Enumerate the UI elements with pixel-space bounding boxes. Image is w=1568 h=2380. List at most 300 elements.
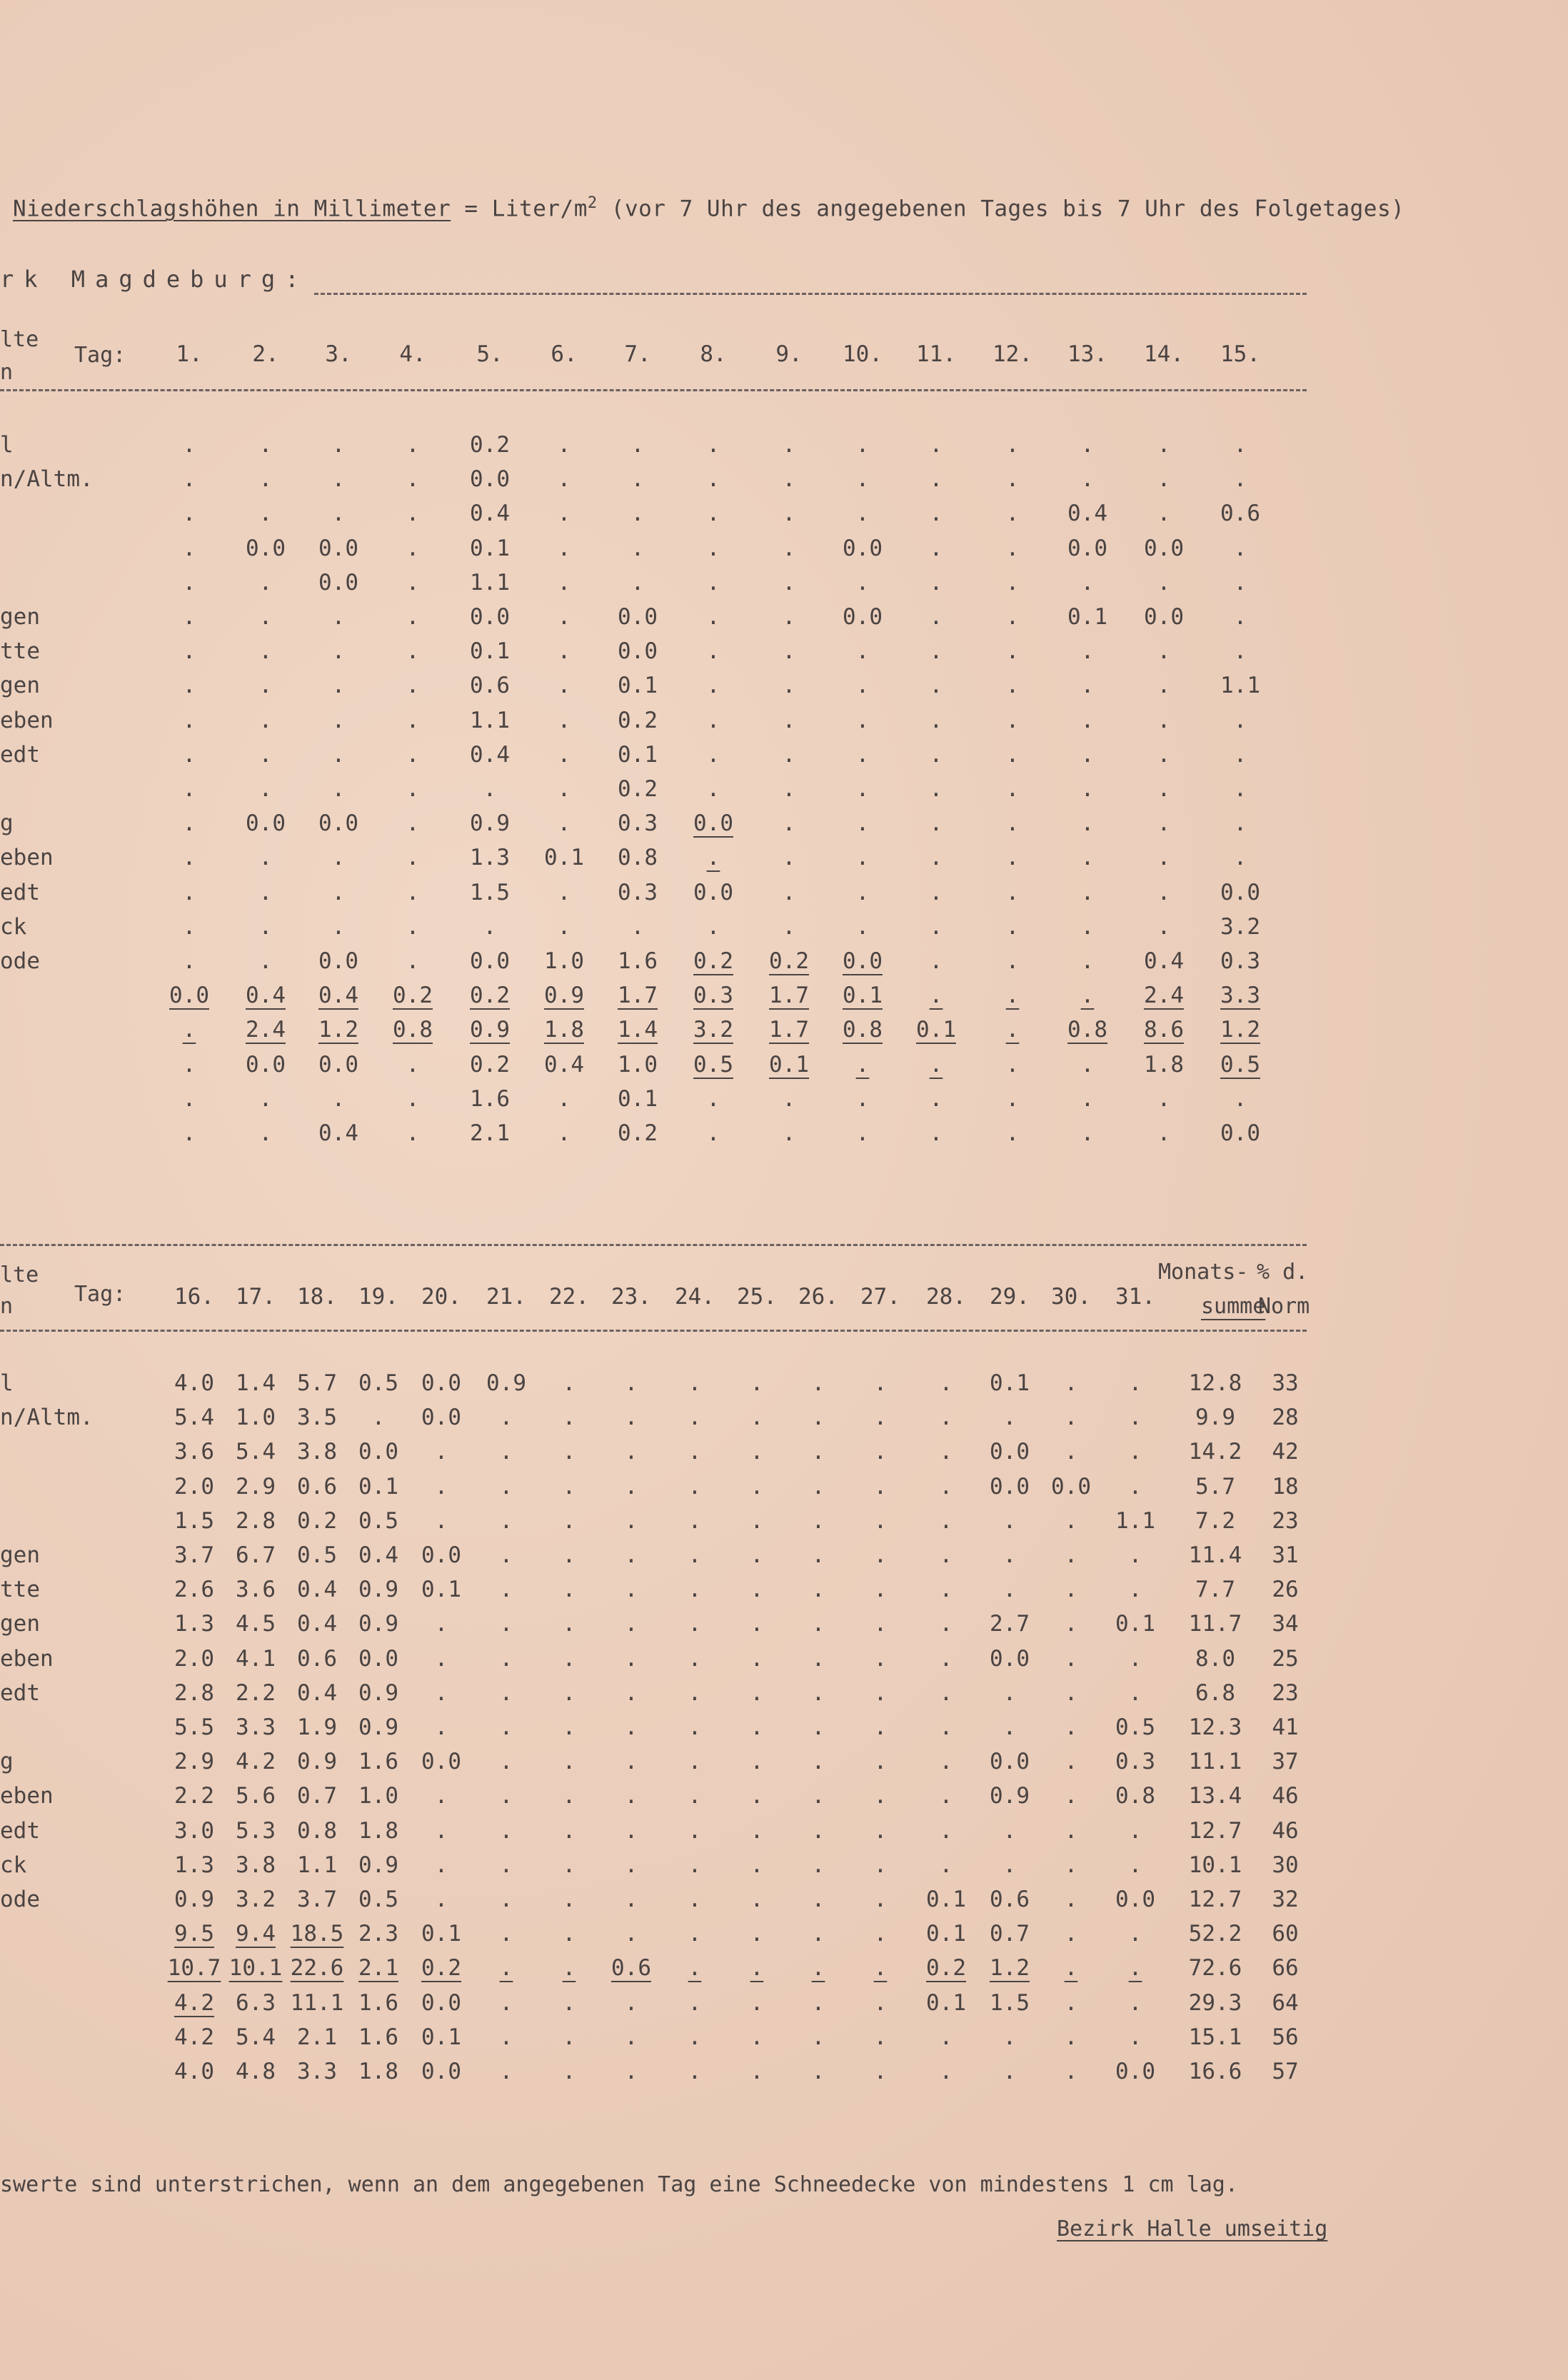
precip-value: . (782, 879, 796, 905)
precip-value: 0.1 (618, 1085, 658, 1112)
precip-value: . (855, 810, 870, 837)
col-label-bottom: n (0, 360, 14, 385)
precip-value: 2.8 (174, 1679, 214, 1706)
precip-value: 5.4 (236, 1439, 276, 1465)
station-name: edt (0, 1679, 40, 1706)
precip-value: . (929, 707, 943, 733)
precip-value: . (688, 1817, 702, 1844)
day-header: 27. (860, 1284, 900, 1310)
precip-value: 0.9 (358, 1714, 398, 1740)
precip-value: . (499, 1783, 513, 1809)
precip-value: . (1005, 535, 1020, 561)
precip-value: . (562, 1507, 576, 1534)
precip-value: . (1080, 569, 1095, 596)
precip-value: . (1064, 2024, 1078, 2050)
precip-value: 5.4 (174, 1405, 214, 1431)
precip-value: . (1005, 569, 1020, 596)
precip-value: . (499, 1989, 513, 2016)
table-row (0, 1882, 1568, 1917)
station-name: eben (0, 1783, 54, 1809)
precip-value: . (1002, 1507, 1017, 1534)
precip-value: . (873, 1783, 888, 1809)
precip-value: . (1233, 1085, 1247, 1112)
precip-value: 0.9 (358, 1852, 398, 1878)
precip-value: 4.0 (174, 1370, 214, 1396)
precip-value: . (182, 466, 196, 493)
precip-value: . (630, 466, 645, 493)
precip-value: 0.0 (618, 604, 658, 630)
precip-value: 0.4 (470, 741, 510, 768)
precip-value: . (688, 1921, 702, 1947)
precip-value: 1.1 (297, 1852, 337, 1878)
precip-value: 4.2 (174, 2024, 214, 2050)
precip-value: . (1128, 1405, 1142, 1431)
day-header: 8. (700, 341, 727, 367)
footnote: swerte sind unterstrichen, wenn an dem angegebenen Tag eine Schneedecke von mindestens 1 cm lag. (0, 2172, 1238, 2197)
precip-value: . (331, 501, 346, 527)
precip-value: 0.4 (544, 1051, 584, 1078)
percent-of-norm: 28 (1272, 1405, 1299, 1431)
precip-value: . (1157, 638, 1171, 665)
precip-value: 0.1 (470, 535, 510, 561)
station-name: gen (0, 673, 40, 699)
precip-value: 2.7 (990, 1611, 1030, 1637)
precip-value: . (750, 1887, 764, 1912)
precip-value: . (499, 1817, 513, 1844)
precip-value: . (688, 2059, 702, 2084)
precip-value: 0.6 (1220, 501, 1260, 527)
precip-value: 0.1 (926, 1921, 966, 1947)
table-row (0, 738, 1568, 772)
precip-value: . (624, 1611, 638, 1637)
precip-value: 0.5 (358, 1507, 398, 1534)
percent-of-norm: 31 (1272, 1542, 1299, 1568)
precip-value: . (1005, 776, 1020, 802)
precip-value: . (811, 1611, 825, 1637)
table-row (0, 1470, 1568, 1504)
precip-value: . (557, 1085, 571, 1112)
precip-value: 0.1 (544, 845, 584, 871)
precip-value: . (939, 1645, 953, 1672)
precip-value: . (1002, 1542, 1017, 1568)
precip-value: . (873, 1370, 888, 1396)
precip-value: 1.1 (470, 569, 510, 596)
precip-value: . (688, 1645, 702, 1672)
precip-value: 0.5 (358, 1370, 398, 1396)
precip-value: 2.6 (174, 1577, 214, 1603)
precip-value: . (557, 501, 571, 527)
precip-value: . (1157, 707, 1171, 733)
precip-value: 0.6 (611, 1955, 651, 1982)
percent-of-norm: 66 (1272, 1955, 1299, 1982)
station-name: n/Altm. (0, 466, 94, 493)
percent-of-norm: 30 (1272, 1852, 1299, 1878)
precip-value: 0.0 (318, 1051, 358, 1078)
precip-value: . (434, 1439, 448, 1465)
precip-value: . (624, 1577, 638, 1603)
precip-value: . (371, 1405, 386, 1431)
precip-value: . (873, 1817, 888, 1844)
precip-value: 2.4 (1144, 983, 1184, 1009)
precip-value: . (1128, 1817, 1142, 1844)
precip-value: . (624, 1887, 638, 1912)
precip-value: . (499, 1405, 513, 1431)
percent-of-norm: 26 (1272, 1577, 1299, 1603)
precip-value: . (1064, 1989, 1078, 2016)
table-row (0, 428, 1568, 462)
precip-value: . (499, 1887, 513, 1912)
station-name: l (0, 1370, 14, 1396)
precip-value: . (406, 638, 420, 665)
precip-value: . (929, 466, 943, 493)
precip-value: . (630, 432, 645, 458)
precip-value: 0.4 (318, 1120, 358, 1146)
precip-value: 2.9 (174, 1749, 214, 1775)
precip-value: . (750, 1507, 764, 1534)
precip-value: . (1064, 1783, 1078, 1809)
precip-value: . (939, 1370, 953, 1396)
precip-value: 3.3 (297, 2059, 337, 2084)
table-row (0, 600, 1568, 634)
precip-value: . (499, 1611, 513, 1637)
precip-value: 1.4 (236, 1370, 276, 1396)
precip-value: 10.7 (167, 1955, 221, 1982)
precip-value: . (1233, 569, 1247, 596)
precip-value: . (624, 2059, 638, 2084)
precip-value: . (1005, 1085, 1020, 1112)
precip-value: 11.1 (290, 1989, 344, 2016)
day-header: 14. (1144, 341, 1184, 367)
precip-value: . (406, 466, 420, 493)
precip-value: . (688, 1370, 702, 1396)
precip-value: 1.1 (470, 707, 510, 733)
precip-value: 0.8 (618, 845, 658, 871)
precip-value: . (688, 1887, 702, 1912)
precip-value: 10.1 (228, 1955, 283, 1982)
table-row (0, 1082, 1568, 1116)
precip-value: 2.0 (174, 1473, 214, 1500)
station-name: tte (0, 638, 40, 665)
precip-value: . (1233, 466, 1247, 493)
table-row (0, 1848, 1568, 1882)
precip-value: 0.5 (358, 1887, 398, 1912)
precip-value: 0.0 (618, 638, 658, 665)
precip-value: 0.1 (1115, 1611, 1155, 1637)
precip-value: . (873, 1405, 888, 1431)
precip-value: . (499, 1577, 513, 1603)
precip-value: . (855, 879, 870, 905)
precip-value: . (1064, 1439, 1078, 1465)
precip-value: 0.2 (470, 432, 510, 458)
sum-label-top: Monats- (1158, 1260, 1249, 1285)
precip-value: . (1002, 1405, 1017, 1431)
precip-value: . (557, 741, 571, 768)
precip-value: 0.0 (1115, 2059, 1155, 2084)
precip-value: 0.0 (318, 810, 358, 837)
day-header: 5. (476, 341, 503, 367)
precip-value: . (939, 1714, 953, 1740)
precip-value: 1.7 (769, 983, 809, 1009)
day-header: 29. (990, 1284, 1030, 1310)
precip-value: . (1128, 1955, 1142, 1982)
precip-value: . (782, 569, 796, 596)
precip-value: 0.1 (358, 1473, 398, 1500)
precip-value: . (1002, 1577, 1017, 1603)
precip-value: . (811, 1714, 825, 1740)
precip-value: 9.5 (174, 1921, 214, 1947)
day-header: 16. (174, 1284, 214, 1310)
precip-value: 2.1 (358, 1955, 398, 1982)
precip-value: . (434, 1679, 448, 1706)
precip-value: . (811, 2059, 825, 2084)
precip-value: . (855, 845, 870, 871)
precip-value: . (434, 1611, 448, 1637)
monthly-sum: 16.6 (1188, 2059, 1242, 2084)
precip-value: . (1157, 810, 1171, 837)
table-row (0, 2054, 1568, 2089)
precip-value: . (182, 1017, 196, 1043)
precip-value: . (1002, 1679, 1017, 1706)
precip-value: . (706, 466, 720, 493)
precip-value: . (499, 1955, 513, 1982)
monthly-sum: 10.1 (1188, 1852, 1242, 1878)
precip-value: 0.4 (297, 1679, 337, 1706)
precip-value: . (258, 432, 273, 458)
precip-value: . (624, 1645, 638, 1672)
percent-of-norm: 25 (1272, 1645, 1299, 1672)
precip-value: . (811, 1577, 825, 1603)
precip-value: 0.0 (169, 983, 209, 1009)
precip-value: . (182, 1051, 196, 1078)
precip-value: . (1080, 1051, 1095, 1078)
precip-value: 1.6 (358, 1749, 398, 1775)
precip-value: . (1064, 1679, 1078, 1706)
precip-value: 0.2 (618, 1120, 658, 1146)
precip-value: . (706, 501, 720, 527)
precip-value: . (258, 1120, 273, 1146)
precip-value: . (811, 2024, 825, 2050)
precip-value: . (706, 845, 720, 871)
table-row (0, 840, 1568, 875)
precip-value: 0.9 (544, 983, 584, 1009)
precip-value: . (873, 1887, 888, 1912)
precip-value: . (1005, 501, 1020, 527)
day-header: 17. (236, 1284, 276, 1310)
precip-value: . (811, 1473, 825, 1500)
table-row (0, 1951, 1568, 1985)
precip-value: . (624, 1679, 638, 1706)
precip-value: . (1080, 638, 1095, 665)
day-header: 6. (551, 341, 578, 367)
precip-value: . (483, 776, 497, 802)
precip-value: 0.8 (297, 1817, 337, 1844)
precip-value: 2.8 (236, 1507, 276, 1534)
precip-value: . (782, 535, 796, 561)
precip-value: . (557, 535, 571, 561)
table2-day-header (0, 1280, 1568, 1314)
precip-value: . (499, 1749, 513, 1775)
precip-value: . (1080, 466, 1095, 493)
heading-superscript: 2 (587, 194, 598, 212)
precip-value: . (557, 913, 571, 940)
precip-value: . (811, 1439, 825, 1465)
precip-value: . (706, 707, 720, 733)
precip-value: . (929, 1120, 943, 1146)
precip-value: . (688, 1955, 702, 1982)
precip-value: . (939, 1507, 953, 1534)
precip-value: . (630, 501, 645, 527)
divider (0, 389, 1307, 391)
table-row (0, 1710, 1568, 1744)
precip-value: 0.4 (318, 983, 358, 1009)
precip-value: . (562, 1577, 576, 1603)
precip-value: . (855, 501, 870, 527)
precip-value: 0.1 (916, 1017, 956, 1043)
precip-value: . (1064, 1507, 1078, 1534)
precip-value: 0.5 (1220, 1051, 1260, 1078)
percent-of-norm: 18 (1272, 1473, 1299, 1500)
precip-value: 0.0 (1051, 1473, 1091, 1500)
precip-value: . (811, 1852, 825, 1878)
precip-value: 5.3 (236, 1817, 276, 1844)
table-row (0, 634, 1568, 668)
precip-value: . (688, 1507, 702, 1534)
precip-value: . (624, 1749, 638, 1775)
precip-value: . (562, 1679, 576, 1706)
precip-value: . (1233, 638, 1247, 665)
pct-label-bottom: Norm (1258, 1294, 1310, 1319)
precip-value: . (1080, 1085, 1095, 1112)
precip-value: . (1064, 1817, 1078, 1844)
precip-value: . (562, 1989, 576, 2016)
station-name: l (0, 432, 14, 458)
precip-value: 5.6 (236, 1783, 276, 1809)
precip-value: 0.2 (618, 707, 658, 733)
percent-of-norm: 23 (1272, 1507, 1299, 1534)
precip-value: . (624, 1439, 638, 1465)
precip-value: 1.5 (470, 879, 510, 905)
sum-label-bottom: summe (1201, 1294, 1266, 1319)
precip-value: . (434, 1714, 448, 1740)
precip-value: . (750, 1679, 764, 1706)
day-header: 13. (1067, 341, 1107, 367)
precip-value: 0.9 (990, 1783, 1030, 1809)
precip-value: 0.9 (358, 1611, 398, 1637)
precip-value: . (782, 741, 796, 768)
precip-value: 0.0 (843, 535, 883, 561)
precip-value: 0.2 (618, 776, 658, 802)
precip-value: 1.2 (1220, 1017, 1260, 1043)
station-name: gen (0, 1611, 40, 1637)
precip-value: 2.9 (236, 1473, 276, 1500)
monthly-sum: 12.7 (1188, 1887, 1242, 1912)
precip-value: . (1005, 983, 1020, 1009)
precip-value: 1.8 (358, 1817, 398, 1844)
day-header: 2. (252, 341, 279, 367)
precip-value: . (750, 1405, 764, 1431)
district-title: rk Magdeburg: (0, 266, 309, 293)
precip-value: . (406, 604, 420, 630)
precip-value: 1.5 (990, 1989, 1030, 2016)
precip-value: . (1157, 466, 1171, 493)
precip-value: . (750, 1645, 764, 1672)
precip-value: 0.0 (1115, 1887, 1155, 1912)
precip-value: . (873, 1714, 888, 1740)
precip-value: 0.0 (318, 535, 358, 561)
precip-value: . (562, 1473, 576, 1500)
precip-value: . (750, 1370, 764, 1396)
precip-value: . (182, 638, 196, 665)
precip-value: . (182, 604, 196, 630)
precip-value: . (624, 1507, 638, 1534)
precip-value: 4.2 (174, 1989, 214, 2016)
precip-value: 0.0 (990, 1645, 1030, 1672)
precip-value: . (562, 1852, 576, 1878)
precip-value: 0.0 (421, 1405, 461, 1431)
percent-of-norm: 57 (1272, 2059, 1299, 2084)
precip-value: 2.2 (236, 1679, 276, 1706)
precip-value: . (331, 638, 346, 665)
precip-value: . (434, 1507, 448, 1534)
precip-value: 0.9 (174, 1887, 214, 1912)
precip-value: . (929, 638, 943, 665)
precip-value: . (811, 1887, 825, 1912)
precip-value: 0.0 (990, 1473, 1030, 1500)
precip-value: . (750, 1783, 764, 1809)
precip-value: . (258, 707, 273, 733)
precip-value: 0.3 (618, 810, 658, 837)
precip-value: . (562, 1921, 576, 1947)
precip-value: . (855, 1120, 870, 1146)
day-header: 9. (775, 341, 803, 367)
precip-value: . (939, 1679, 953, 1706)
precip-value: . (939, 1817, 953, 1844)
precip-value: . (562, 1749, 576, 1775)
precip-value: . (1080, 948, 1095, 974)
precip-value: . (258, 501, 273, 527)
precip-value: . (1002, 1714, 1017, 1740)
precip-value: . (331, 707, 346, 733)
day-header: 12. (992, 341, 1032, 367)
table-row (0, 910, 1568, 944)
precip-value: . (688, 2024, 702, 2050)
precip-value: . (1064, 1645, 1078, 1672)
precip-value: 3.7 (297, 1887, 337, 1912)
precip-value: . (1064, 2059, 1078, 2084)
precip-value: . (258, 845, 273, 871)
table-row (0, 2020, 1568, 2054)
precip-value: . (562, 1370, 576, 1396)
precip-value: . (406, 432, 420, 458)
day-header: 7. (624, 341, 651, 367)
precip-value: . (1157, 673, 1171, 699)
precip-value: 1.6 (358, 2024, 398, 2050)
precip-value: 0.0 (470, 466, 510, 493)
precip-value: . (939, 1783, 953, 1809)
precip-value: . (331, 913, 346, 940)
precip-value: 2.1 (297, 2024, 337, 2050)
precip-value: . (750, 1473, 764, 1500)
precip-value: . (406, 741, 420, 768)
precip-value: . (706, 535, 720, 561)
precip-value: 0.0 (990, 1749, 1030, 1775)
precip-value: . (782, 466, 796, 493)
precip-value: . (939, 2024, 953, 2050)
precip-value: . (562, 1955, 576, 1982)
precip-value: . (1128, 1542, 1142, 1568)
precip-value: . (182, 845, 196, 871)
precip-value: . (688, 1679, 702, 1706)
